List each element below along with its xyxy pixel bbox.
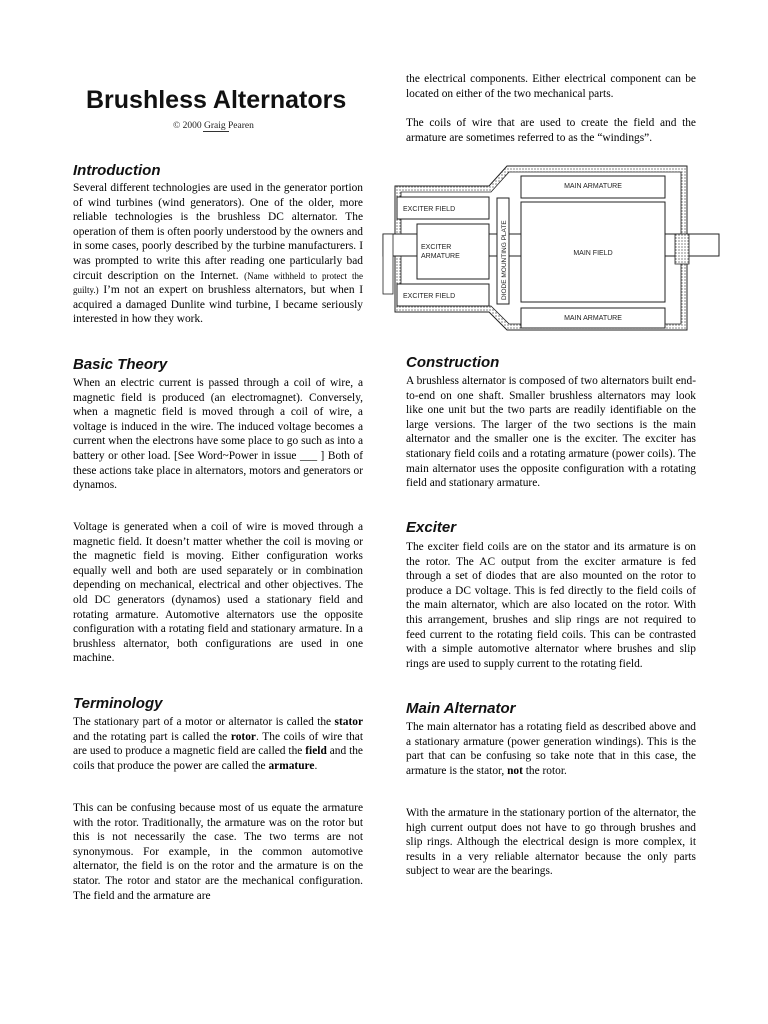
page-title: Brushless Alternators xyxy=(86,86,347,114)
diode-mounting-plate-label: DIODE MOUNTING PLATE xyxy=(501,220,508,300)
paragraph-main-alternator-1: The main alternator has a rotating field as described above and a stationary armature (power generation windings). This is the part that can be confusing so take note that in this case, the armature is the stator, not the rotor. xyxy=(406,721,696,777)
paragraph-basic-theory-1: When an electric current is passed through a coil of wire, a magnetic field is produced (an electromagnet). Conversely, when a magnetic field is moved through a coil of wire, a voltage is induced in the wire. The induced voltage becomes a current when the electrons have some place to go such as into a battery or other load. [See Word~Power in issue ___ ] Both of these actions take place in alternators, motors and generators or dynamos. xyxy=(73,377,363,492)
paragraph-introduction: Several different technologies are used in the generator portion of wind turbines (wind generators). One of the older, more reliable technologies is the brushless DC alternator. The operation of them is often poorly understood by the owners and in some cases, poorly described by the turbine manufacturers. I was prompted to write this after reading one particularly bad circuit description on the Internet. (Name withheld to protect the guilty.) I’m not an expert on brushless alternators, but when I acquired a damaged Dunlite wind turbine, I became seriously interested in how they work. xyxy=(73,182,363,326)
exciter-field-top-label: EXCITER FIELD xyxy=(403,206,456,213)
exciter-armature-label-1: EXCITER xyxy=(421,244,452,251)
copyright-line: © 2000 Graig Pearen xyxy=(173,121,254,131)
heading-main-alternator: Main Alternator xyxy=(406,700,516,717)
title-divider xyxy=(203,131,229,132)
paragraph-exciter: The exciter field coils are on the stator and its armature is on the rotor. The AC output from the exciter armature is fed through a set of diodes that are also mounted on the rotor to produce a DC voltage. This is fed directly to the field coils of the main alternator, which are also located on the rotor. With this arrangement, brushes and slip rings are not required to feed current to the rotating field coils. This can be contrasted with a simple automotive alternator where brushes and slip rings are used to supply current to the rotating field. xyxy=(406,541,696,670)
main-field-label: MAIN FIELD xyxy=(573,250,613,257)
heading-exciter: Exciter xyxy=(406,519,457,536)
heading-basic-theory: Basic Theory xyxy=(73,356,168,373)
paragraph-construction: A brushless alternator is composed of two alternators built end-to-end on one shaft. Smaller brushless alternators may look like one unit but the two parts are readily identifiable on the large versions. The larger of the two sections is the main alternator and the smaller one is the exciter. The exciter has stationary field coils and a rotating armature (power coils). The main alternator uses the opposite configuration with a rotating field and stationary armature. xyxy=(406,375,696,490)
exciter-armature xyxy=(417,224,489,279)
main-armature-bottom-label: MAIN ARMATURE xyxy=(564,315,622,322)
heading-construction: Construction xyxy=(406,354,500,371)
paragraph-basic-theory-2: Voltage is generated when a coil of wire is moved through a magnetic field. It doesn’t matter whether the coil is moving or the magnetic field is moving. Either configuration works equally well and both are used separately or in combination depending on mechanical, electrical and other objectives. The old DC generators (dynamos) used a stationary field and rotating armature. Automotive alternators use the opposite configuration with a rotating field and stationary armature. In a brushless alternator, both configurations are used in one machine. xyxy=(73,521,363,665)
exciter-field-bottom-label: EXCITER FIELD xyxy=(403,293,456,300)
paragraph-right-top-1: the electrical components. Either electrical component can be located on either of the two mechanical parts. xyxy=(406,73,696,100)
main-armature-top-label: MAIN ARMATURE xyxy=(564,183,622,190)
exciter-armature-label-2: ARMATURE xyxy=(421,253,460,260)
heading-terminology: Terminology xyxy=(73,695,163,712)
paragraph-right-top-2: The coils of wire that are used to create the field and the armature are sometimes referred to as the “windings”. xyxy=(406,117,696,144)
paragraph-terminology-1: The stationary part of a motor or alternator is called the stator and the rotating part is called the rotor. The coils of wire that are used to produce a magnetic field are called the field and the coils that produce the power are called the armature. xyxy=(73,716,363,772)
right-bearing xyxy=(675,234,689,264)
paragraph-main-alternator-2: With the armature in the stationary portion of the alternator, the high current output does not have to go through brushes and slip rings. Although the electrical design is more complex, it results in a very reliable alternator because the only parts subject to wear are the bearings. xyxy=(406,807,696,878)
left-bearing xyxy=(383,234,393,294)
heading-introduction: Introduction xyxy=(73,162,161,179)
paragraph-terminology-2: This can be confusing because most of us equate the armature with the rotor. Traditionally, the armature was on the rotor but this is not necessarily the case. The two terms are not synonymous. For example, in the common automotive alternator, the field is on the rotor and the armature is on the stator. The rotor and stator are the mechanical configuration. The field and the armature are xyxy=(73,802,363,902)
alternator-diagram xyxy=(381,162,721,337)
